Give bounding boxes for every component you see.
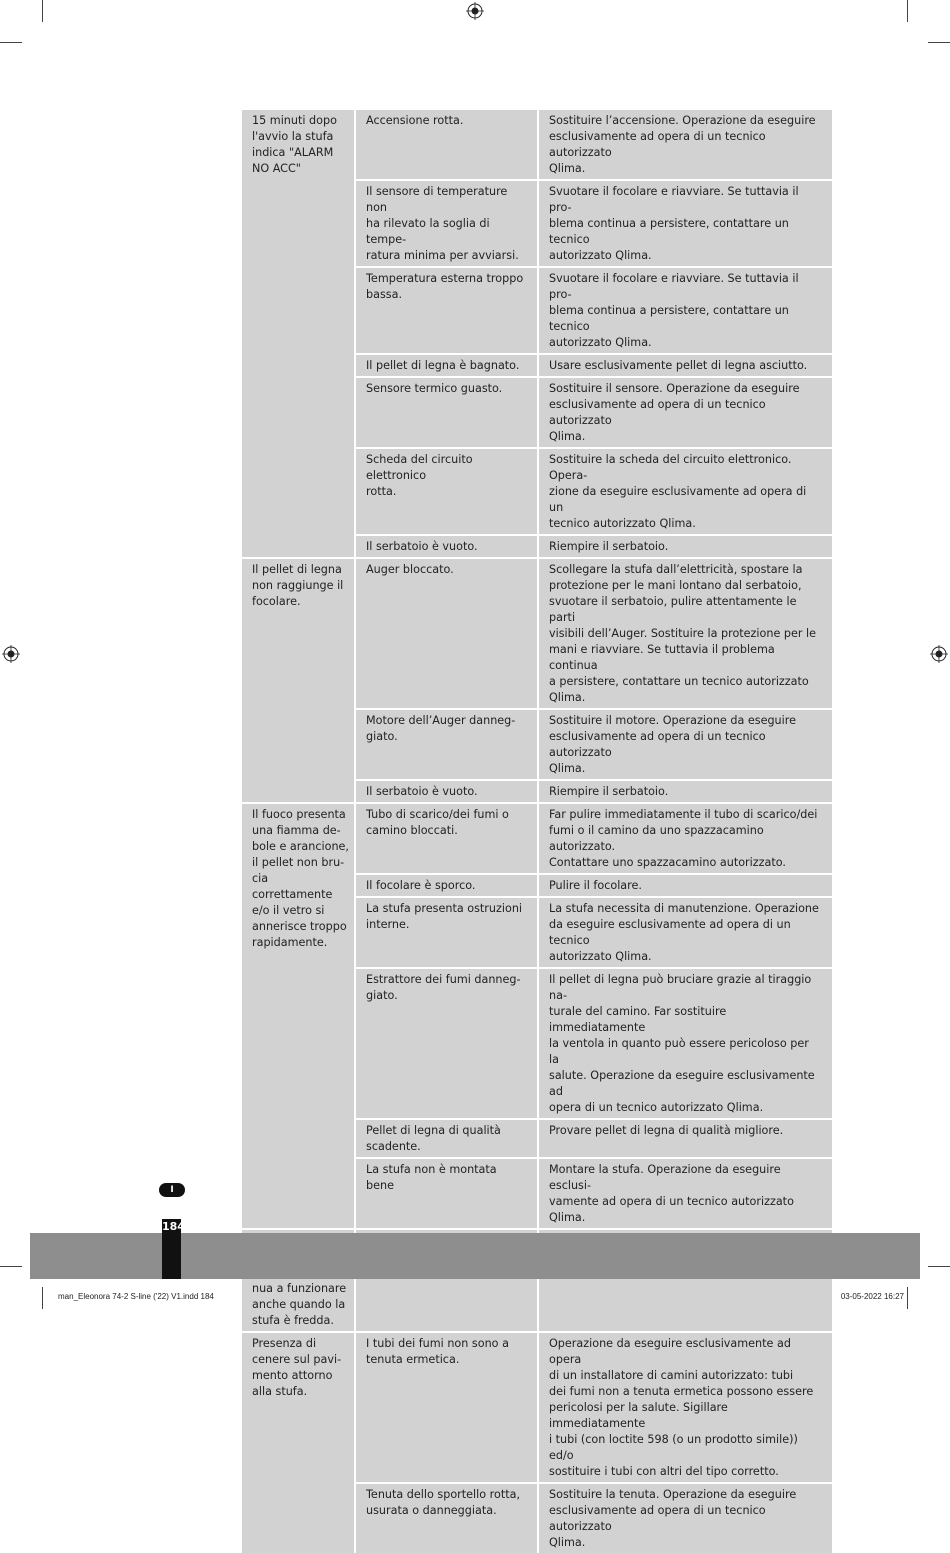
solution-cell: Riempire il serbatoio. bbox=[539, 781, 832, 802]
solution-cell: Usare esclusivamente pellet di legna asciutto. bbox=[539, 355, 832, 376]
solution-cell: Riempire il serbatoio. bbox=[539, 536, 832, 557]
registration-mark-icon bbox=[2, 645, 20, 663]
cause-cell: La stufa non è montata bene bbox=[356, 1159, 537, 1228]
crop-mark-top-left-h bbox=[0, 42, 22, 43]
cause-cell: Accensione rotta. bbox=[356, 110, 537, 179]
crop-mark-top-right-h bbox=[928, 42, 950, 43]
solution-cell: Scollegare la stufa dall’elettricità, spostare la protezione per le mani lontano dal serbatoio, svuotare il serbatoio, pulire attentamente le parti visibili dell’Auger. Sostituire la protezione per le mani e riavviare. Se tuttavia il problema continua a persistere, contattare un tecnico autorizzato Qlima. bbox=[539, 559, 832, 708]
solution-cell: Sostituire l’accensione. Operazione da eseguire esclusivamente ad opera di un tecnico autorizzato Qlima. bbox=[539, 110, 832, 179]
cause-cell: I tubi dei fumi non sono a tenuta ermetica. bbox=[356, 1333, 537, 1482]
slug-date: 03-05-2022 16:27 bbox=[840, 1292, 904, 1301]
troubleshooting-table bbox=[242, 110, 832, 1553]
solution-cell: La stufa necessita di manutenzione. Operazione da eseguire esclusivamente ad opera di un tecnico autorizzato Qlima. bbox=[539, 898, 832, 967]
solution-cell: Far pulire immediatamente il tubo di scarico/dei fumi o il camino da uno spazzacamino autorizzato. Contattare uno spazzacamino autorizzato. bbox=[539, 804, 832, 873]
crop-mark-bottom-left-v bbox=[42, 1287, 43, 1309]
cause-cell: Il pellet di legna è bagnato. bbox=[356, 355, 537, 376]
problem-cell: Presenza di cenere sul pavi- mento attorno alla stufa. bbox=[242, 1333, 354, 1553]
crop-mark-top-right-v bbox=[907, 0, 908, 22]
cause-cell: Tubo di scarico/dei fumi o camino bloccati. bbox=[356, 804, 537, 873]
page-number: 184 bbox=[162, 1220, 185, 1233]
solution-cell: Svuotare il focolare e riavviare. Se tuttavia il pro- blema continua a persistere, contattare un tecnico autorizzato Qlima. bbox=[539, 181, 832, 266]
slug-filename: man_Eleonora 74-2 S-line ('22) V1.indd 184 bbox=[58, 1292, 214, 1301]
problem-cell: Il pellet di legna non raggiunge il focolare. bbox=[242, 559, 354, 802]
registration-mark-icon bbox=[930, 645, 948, 663]
crop-mark-bottom-left-h bbox=[0, 1266, 22, 1267]
cause-cell: Il serbatoio è vuoto. bbox=[356, 781, 537, 802]
solution-cell: Svuotare il focolare e riavviare. Se tuttavia il pro- blema continua a persistere, contattare un tecnico autorizzato Qlima. bbox=[539, 268, 832, 353]
problem-cell: nua a funzionare anche quando la stufa è fredda. bbox=[242, 1230, 354, 1331]
cause-cell: Il focolare è sporco. bbox=[356, 875, 537, 896]
cause-cell: Tenuta dello sportello rotta, usurata o danneggiata. bbox=[356, 1484, 537, 1553]
solution-cell: Sostituire il sensore. Operazione da eseguire esclusivamente ad opera di un tecnico autorizzato Qlima. bbox=[539, 378, 832, 447]
crop-mark-bottom-right-h bbox=[928, 1266, 950, 1267]
registration-mark-icon bbox=[466, 2, 484, 20]
cause-cell: Pellet di legna di qualità scadente. bbox=[356, 1120, 537, 1157]
cause-cell: Sensore termico guasto. bbox=[356, 378, 537, 447]
solution-cell: Sostituire la tenuta. Operazione da eseguire esclusivamente ad opera di un tecnico autorizzato Qlima. bbox=[539, 1484, 832, 1553]
cause-cell: Scheda del circuito elettronico rotta. bbox=[356, 449, 537, 534]
solution-cell: Sostituire il motore. Operazione da eseguire esclusivamente ad opera di un tecnico autorizzato Qlima. bbox=[539, 710, 832, 779]
cause-cell: Il serbatoio è vuoto. bbox=[356, 536, 537, 557]
solution-cell: Sostituire la scheda del circuito elettronico. Opera- zione da eseguire esclusivamente ad opera di un tecnico autorizzato Qlima. bbox=[539, 449, 832, 534]
cause-cell: Temperatura esterna troppo bassa. bbox=[356, 268, 537, 353]
solution-cell: Il pellet di legna può bruciare grazie al tiraggio na- turale del camino. Far sostituire immediatamente la ventola in quanto può essere pericoloso per la salute. Operazione da eseguire esclusivamente ad opera di un tecnico autorizzato Qlima. bbox=[539, 969, 832, 1118]
problem-cell: 15 minuti dopo l'avvio la stufa indica "ALARM NO ACC" bbox=[242, 110, 354, 557]
crop-mark-bottom-right-v bbox=[907, 1287, 908, 1309]
language-badge: I bbox=[159, 1183, 185, 1197]
cause-cell: La stufa presenta ostruzioni interne. bbox=[356, 898, 537, 967]
solution-cell: Operazione da eseguire esclusivamente ad opera di un installatore di camini autorizzato: tubi dei fumi non a tenuta ermetica possono essere pericolosi per la salute. Sigillare immediatamente i tubi (con loctite 598 (o un prodotto simile)) ed/o sostituire i tubi con altri del tipo corretto. bbox=[539, 1333, 832, 1482]
problem-cell: Il fuoco presenta una fiamma de- bole e arancione, il pellet non bru- cia correttamente e/o il vetro si annerisce troppo rapidamente. bbox=[242, 804, 354, 1228]
solution-cell: Montare la stufa. Operazione da eseguire esclusi- vamente ad opera di un tecnico autorizzato Qlima. bbox=[539, 1159, 832, 1228]
cause-cell: Estrattore dei fumi danneg- giato. bbox=[356, 969, 537, 1118]
cause-cell: Il sensore di temperature non ha rilevato la soglia di tempe- ratura minima per avviarsi. bbox=[356, 181, 537, 266]
solution-cell: Pulire il focolare. bbox=[539, 875, 832, 896]
solution-cell: Provare pellet di legna di qualità migliore. bbox=[539, 1120, 832, 1157]
cause-cell: Motore dell’Auger danneg- giato. bbox=[356, 710, 537, 779]
crop-mark-top-left-v bbox=[42, 0, 43, 22]
cause-cell: Auger bloccato. bbox=[356, 559, 537, 708]
